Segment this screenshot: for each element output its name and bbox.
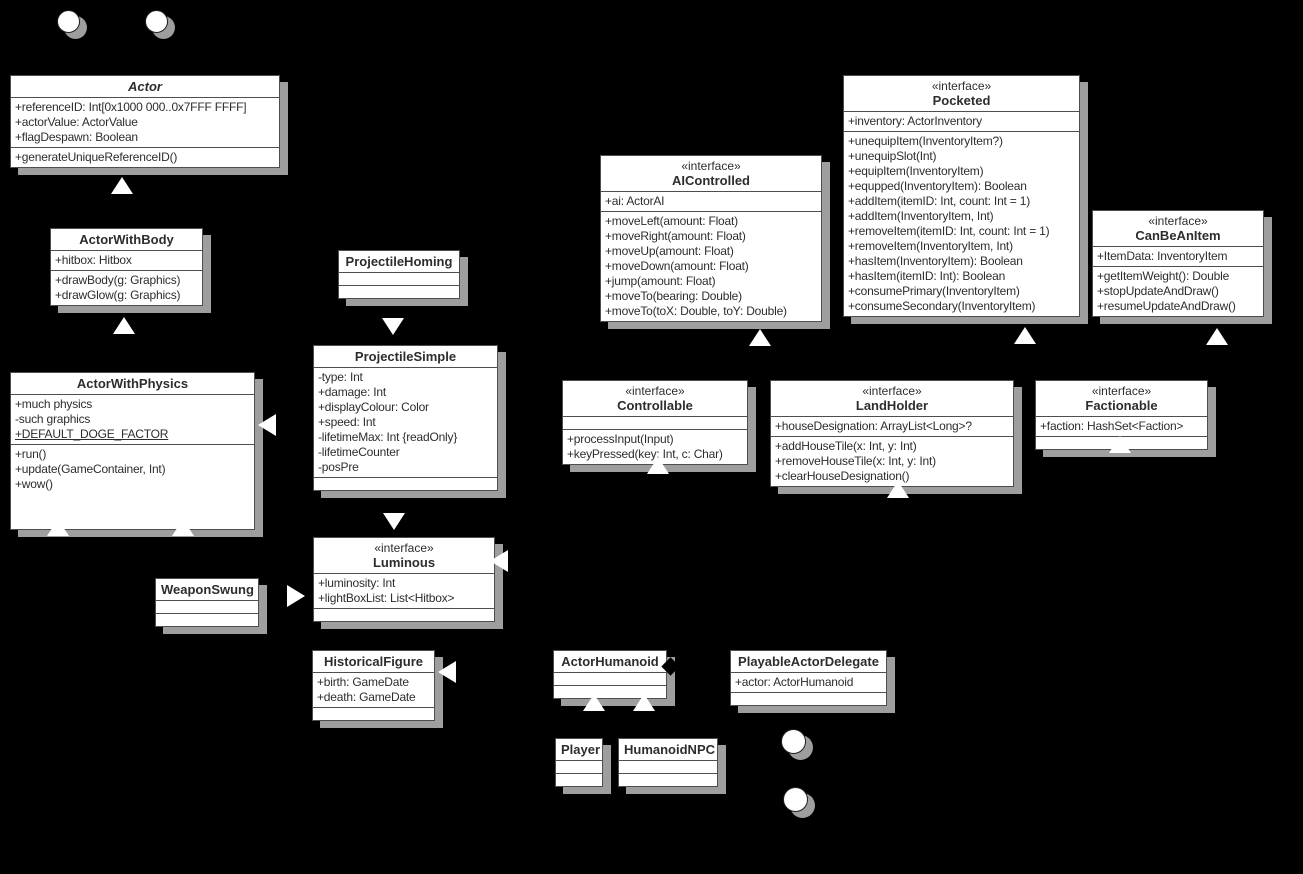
member-line: +luminosity: Int <box>318 576 396 590</box>
methods-compartment <box>731 692 886 705</box>
realization-arrow-to-canbeanitem <box>1206 328 1228 345</box>
class-projectilesimple[interactable] <box>313 345 498 491</box>
realization-arrow-to-controllable <box>647 457 669 474</box>
attributes-compartment <box>339 272 459 285</box>
arrow-down-to-luminous <box>383 513 405 530</box>
stereotype-label: «interface» <box>681 159 741 173</box>
class-name: LandHolder <box>855 398 929 413</box>
member-line: +flagDespawn: Boolean <box>15 130 138 144</box>
methods-compartment <box>601 211 821 321</box>
member-line: +resumeUpdateAndDraw() <box>1097 299 1236 313</box>
member-line: +ItemData: InventoryItem <box>1097 249 1228 263</box>
member-line: +speed: Int <box>318 415 376 429</box>
member-line: +referenceID: Int[0x1000 000..0x7FFF FFFF] <box>15 100 247 114</box>
methods-compartment <box>313 707 434 720</box>
class-projectilehoming[interactable] <box>338 250 460 299</box>
generalization-arrow-actorwithphysics-right <box>258 414 276 436</box>
attributes-compartment <box>314 367 497 477</box>
generalization-arrow-below-physics-right <box>172 519 194 536</box>
class-title <box>314 346 497 367</box>
class-name: ProjectileSimple <box>354 349 457 364</box>
class-name: Actor <box>128 79 162 94</box>
member-line: +ai: ActorAI <box>605 194 665 208</box>
class-name: PlayableActorDelegate <box>738 654 879 669</box>
member-line: +drawGlow(g: Graphics) <box>55 288 181 302</box>
stereotype-label: «interface» <box>1091 384 1152 398</box>
class-luminous[interactable] <box>313 537 495 622</box>
member-line: +damage: Int <box>318 385 386 399</box>
attributes-compartment <box>844 111 1079 131</box>
member-line: +faction: HashSet<Faction> <box>1040 419 1184 433</box>
arrow-down-to-projectilesimple <box>382 318 404 335</box>
class-title <box>314 538 494 573</box>
stereotype-label: «interface» <box>374 541 434 555</box>
methods-compartment <box>556 773 602 786</box>
class-title <box>1093 211 1263 246</box>
class-name: Player <box>561 742 601 757</box>
stereotype-label: «interface» <box>1148 214 1208 228</box>
member-line: +unequipItem(InventoryItem?) <box>848 134 1003 148</box>
member-line: +hitbox: Hitbox <box>55 253 132 267</box>
class-title <box>556 739 602 760</box>
member-line: +drawBody(g: Graphics) <box>55 273 181 287</box>
attributes-compartment <box>731 672 886 692</box>
member-line: +much physics <box>15 397 93 411</box>
member-line: +moveUp(amount: Float) <box>605 244 734 258</box>
attributes-compartment <box>601 191 821 211</box>
class-playableactordelegate[interactable] <box>730 650 887 706</box>
attributes-compartment <box>563 416 747 429</box>
class-pocketed[interactable] <box>843 75 1080 317</box>
class-title <box>313 651 434 672</box>
class-title <box>554 651 666 672</box>
interface-lollipop-bottom-right-1 <box>781 729 806 754</box>
class-name: ActorWithBody <box>79 232 174 247</box>
class-name: HumanoidNPC <box>624 742 715 757</box>
member-line: +actorValue: ActorValue <box>15 115 138 129</box>
methods-compartment <box>11 444 254 529</box>
member-line: +unequipSlot(Int) <box>848 149 937 163</box>
class-weaponswung[interactable] <box>155 578 259 627</box>
member-line: +death: GameDate <box>317 690 416 704</box>
member-line: +addItem(InventoryItem, Int) <box>848 209 994 223</box>
member-line: +hasItem(itemID: Int): Boolean <box>848 269 1006 283</box>
generalization-arrow-to-actorhumanoid-left <box>583 694 605 711</box>
member-line: +moveTo(toX: Double, toY: Double) <box>605 304 787 318</box>
member-line: +addHouseTile(x: Int, y: Int) <box>775 439 917 453</box>
methods-compartment <box>844 131 1079 316</box>
class-name: Controllable <box>617 398 693 413</box>
stereotype-label: «interface» <box>625 384 685 398</box>
member-line: +equpped(InventoryItem): Boolean <box>848 179 1027 193</box>
member-line: +wow() <box>15 477 53 491</box>
class-name: CanBeAnItem <box>1135 228 1221 243</box>
class-aicontrolled[interactable] <box>600 155 822 322</box>
member-line: +houseDesignation: ArrayList<Long>? <box>775 419 972 433</box>
attributes-compartment <box>554 672 666 685</box>
attributes-compartment <box>1036 416 1207 436</box>
member-line: -such graphics <box>15 412 91 426</box>
member-line: -lifetimeCounter <box>318 445 400 459</box>
member-line: +removeHouseTile(x: Int, y: Int) <box>775 454 936 468</box>
class-title <box>601 156 821 191</box>
member-line: +jump(amount: Float) <box>605 274 716 288</box>
class-title <box>731 651 886 672</box>
class-title <box>11 373 254 394</box>
attributes-compartment <box>619 760 717 773</box>
member-line: +stopUpdateAndDraw() <box>1097 284 1219 298</box>
class-title <box>771 381 1013 416</box>
interface-lollipop-top-left-1 <box>57 10 80 33</box>
class-actor[interactable] <box>10 75 280 168</box>
class-actorwithbody[interactable] <box>50 228 203 306</box>
member-line: +getItemWeight(): Double <box>1097 269 1230 283</box>
member-line: +hasItem(InventoryItem): Boolean <box>848 254 1023 268</box>
class-actorhumanoid[interactable] <box>553 650 667 699</box>
member-line: +update(GameContainer, Int) <box>15 462 166 476</box>
stereotype-label: «interface» <box>931 79 992 93</box>
interface-lollipop-bottom-right-2 <box>783 787 808 812</box>
member-line: +moveLeft(amount: Float) <box>605 214 738 228</box>
class-title <box>156 579 258 600</box>
generalization-arrow-to-actorhumanoid-right <box>633 694 655 711</box>
realization-arrow-to-landholder <box>887 481 909 498</box>
attributes-compartment <box>51 250 202 270</box>
class-name: AIControlled <box>672 173 750 188</box>
realization-arrow-to-aicontrolled <box>749 329 771 346</box>
member-line: +removeItem(itemID: Int, count: Int = 1) <box>848 224 1050 238</box>
methods-compartment <box>11 147 279 167</box>
attributes-compartment <box>771 416 1013 436</box>
member-line: +run() <box>15 447 47 461</box>
class-name: Factionable <box>1085 398 1158 413</box>
class-historicalfigure[interactable] <box>312 650 435 721</box>
attributes-compartment <box>556 760 602 773</box>
member-line: +keyPressed(key: Int, c: Char) <box>567 447 723 461</box>
class-name: HistoricalFigure <box>324 654 423 669</box>
methods-compartment <box>339 285 459 298</box>
attributes-compartment <box>156 600 258 613</box>
member-line: +moveRight(amount: Float) <box>605 229 746 243</box>
member-line: +moveDown(amount: Float) <box>605 259 749 273</box>
member-line: +removeItem(InventoryItem, Int) <box>848 239 1013 253</box>
member-line: +lightBoxList: List<Hitbox> <box>318 591 455 605</box>
member-line: +consumeSecondary(InventoryItem) <box>848 299 1036 313</box>
methods-compartment <box>619 773 717 786</box>
attributes-compartment <box>314 573 494 608</box>
member-line: +inventory: ActorInventory <box>848 114 982 128</box>
class-canbeanitem[interactable] <box>1092 210 1264 317</box>
methods-compartment <box>771 436 1013 486</box>
class-name: WeaponSwung <box>161 582 254 597</box>
class-name: ProjectileHoming <box>345 254 453 269</box>
interface-lollipop-top-left-2 <box>145 10 168 33</box>
member-line: +addItem(itemID: Int, count: Int = 1) <box>848 194 1031 208</box>
class-title <box>844 76 1079 111</box>
member-line: +processInput(Input) <box>567 432 674 446</box>
class-title <box>1036 381 1207 416</box>
realization-arrow-weaponswung <box>287 585 305 607</box>
attributes-compartment <box>1093 246 1263 266</box>
attributes-compartment <box>313 672 434 707</box>
class-title <box>563 381 747 416</box>
class-title <box>11 76 279 97</box>
class-name: ActorHumanoid <box>561 654 659 669</box>
class-name: Pocketed <box>932 93 991 108</box>
class-title <box>339 251 459 272</box>
member-line: +generateUniqueReferenceID() <box>15 150 178 164</box>
realization-arrow-to-pocketed <box>1014 327 1036 344</box>
member-line: -posPre <box>318 460 359 474</box>
realization-arrow-to-factionable <box>1109 436 1131 453</box>
class-title <box>619 739 717 760</box>
member-line: +moveTo(bearing: Double) <box>605 289 742 303</box>
class-name: Luminous <box>372 555 436 570</box>
realization-arrow-luminous-right <box>490 550 508 572</box>
member-line: +clearHouseDesignation() <box>775 469 910 483</box>
class-actorwithphysics[interactable] <box>10 372 255 530</box>
class-title <box>51 229 202 250</box>
member-line: +displayColour: Color <box>318 400 429 414</box>
member-line: -type: Int <box>318 370 363 384</box>
generalization-arrow-historicalfigure <box>438 661 456 683</box>
class-name: ActorWithPhysics <box>76 376 189 391</box>
methods-compartment <box>314 477 497 490</box>
class-landholder[interactable] <box>770 380 1014 487</box>
member-line: +actor: ActorHumanoid <box>735 675 854 689</box>
member-line: -lifetimeMax: Int {readOnly} <box>318 430 458 444</box>
class-player[interactable] <box>555 738 603 787</box>
member-line: +birth: GameDate <box>317 675 409 689</box>
generalization-arrow-to-actor <box>111 177 133 194</box>
attributes-compartment <box>11 394 254 444</box>
generalization-arrow-to-actorwithbody <box>113 317 135 334</box>
methods-compartment <box>51 270 202 305</box>
stereotype-label: «interface» <box>862 384 922 398</box>
class-controllable[interactable] <box>562 380 748 465</box>
member-line: +consumePrimary(InventoryItem) <box>848 284 1020 298</box>
methods-compartment <box>314 608 494 621</box>
methods-compartment <box>1093 266 1263 316</box>
attributes-compartment <box>11 97 279 147</box>
generalization-arrow-below-physics-left <box>47 519 69 536</box>
member-line: +DEFAULT_DOGE_FACTOR <box>15 427 169 441</box>
methods-compartment <box>156 613 258 626</box>
member-line: +equipItem(InventoryItem) <box>848 164 984 178</box>
class-humanoidnpc[interactable] <box>618 738 718 787</box>
